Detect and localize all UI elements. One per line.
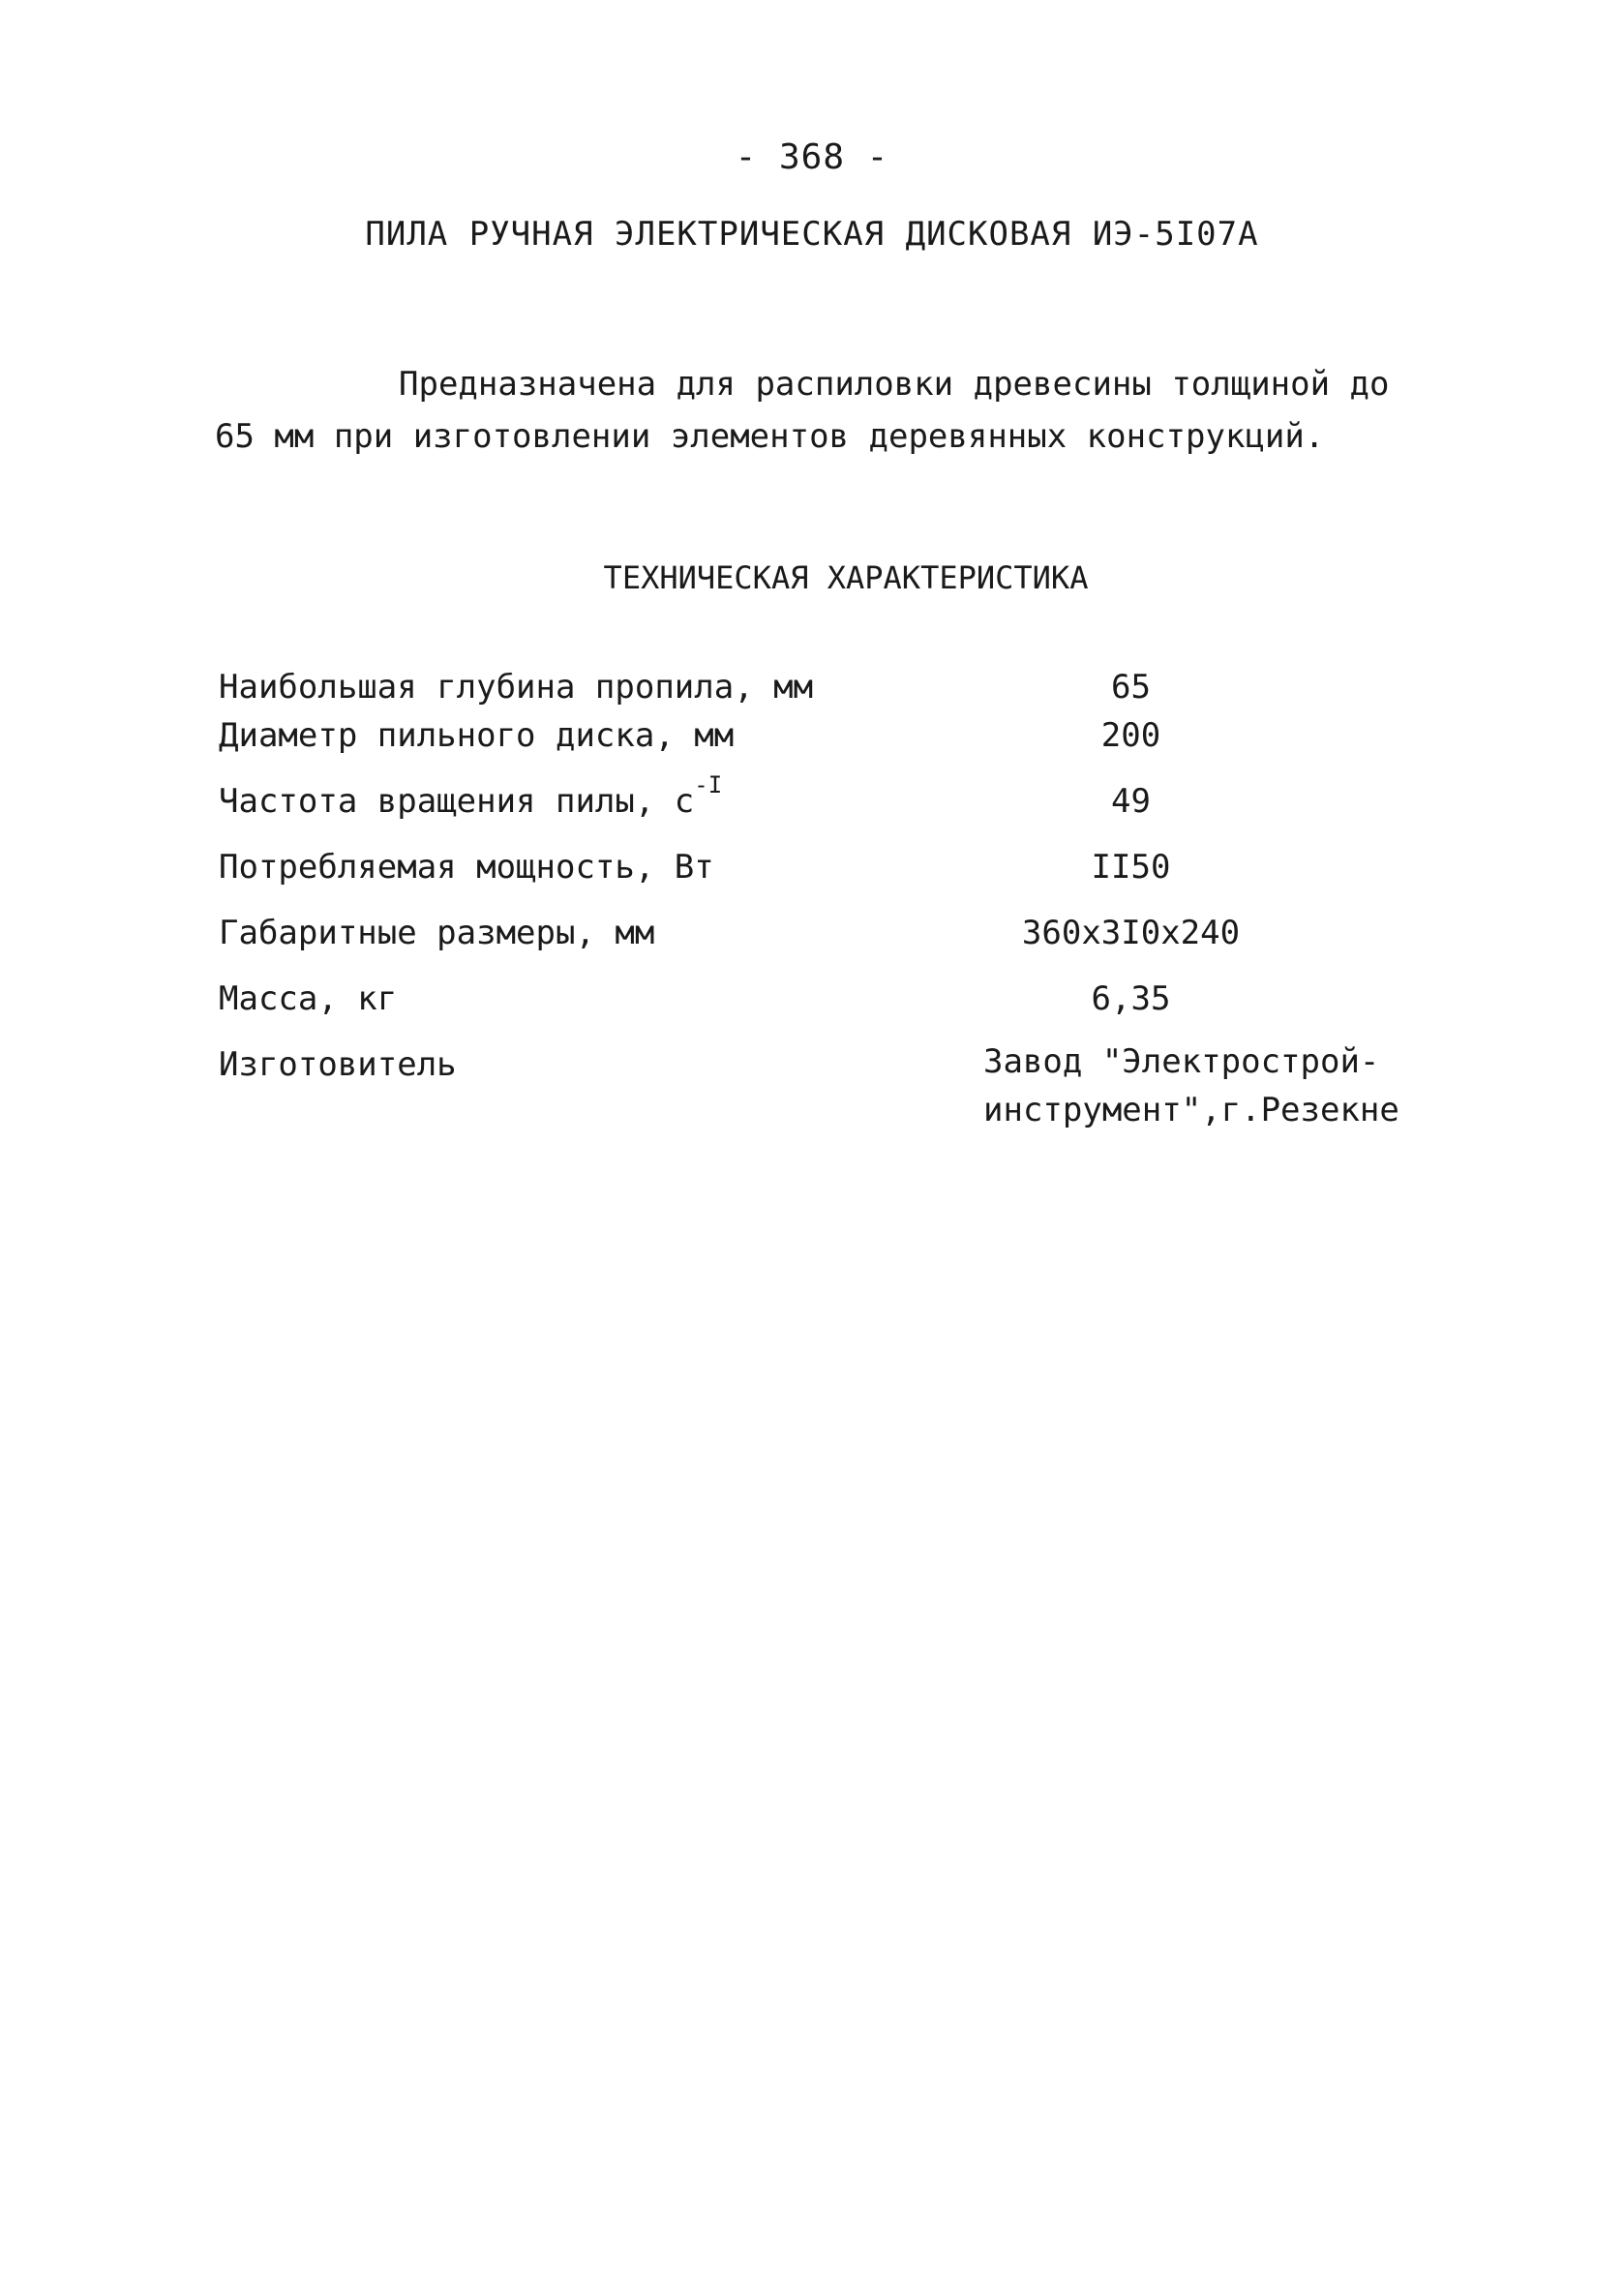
spec-value: 65	[1111, 668, 1151, 707]
spec-label: Масса, кг	[219, 979, 398, 1018]
intro-paragraph: Предназначена для распиловки древесины толщиной до 65 мм при изготовлении элементов деревянных конструкций.	[215, 365, 1390, 456]
spec-value: II50	[1091, 848, 1171, 887]
spec-row-power	[219, 848, 1438, 914]
manufacturer-line-2: инструмент",г.Резекне	[983, 1091, 1399, 1129]
spec-value: 6,35	[1091, 979, 1171, 1018]
spec-value: 49	[1111, 782, 1151, 821]
document-title: ПИЛА РУЧНАЯ ЭЛЕКТРИЧЕСКАЯ ДИСКОВАЯ ИЭ-5I07А	[365, 215, 1259, 254]
spec-label-text: Частота вращения пилы, с	[219, 782, 695, 821]
spec-label: Изготовитель	[219, 1045, 457, 1084]
spec-row-manufacturer	[219, 1042, 1438, 1129]
spec-row-depth	[219, 668, 1438, 716]
spec-row-mass	[219, 979, 1438, 1045]
spec-value	[983, 1038, 1409, 1134]
spec-row-diameter	[219, 716, 1438, 782]
section-title: ТЕХНИЧЕСКАЯ ХАРАКТЕРИСТИКА	[603, 559, 1089, 596]
spec-table	[219, 668, 1438, 1129]
spec-label: Наибольшая глубина пропила, мм	[219, 668, 814, 707]
spec-label: Диаметр пильного диска, мм	[219, 716, 735, 755]
spec-value: 200	[1100, 716, 1161, 755]
spec-label	[219, 771, 723, 821]
spec-value: 360х3I0х240	[1021, 914, 1241, 952]
spec-row-speed	[219, 771, 1438, 848]
spec-label-superscript: -I	[694, 771, 723, 798]
spec-label: Габаритные размеры, мм	[219, 914, 655, 952]
page-number: - 368 -	[735, 137, 889, 177]
spec-label: Потребляемая мощность, Вт	[219, 848, 714, 887]
manufacturer-line-1: Завод "Электрострой-	[983, 1042, 1380, 1081]
spec-row-dimensions	[219, 914, 1438, 979]
